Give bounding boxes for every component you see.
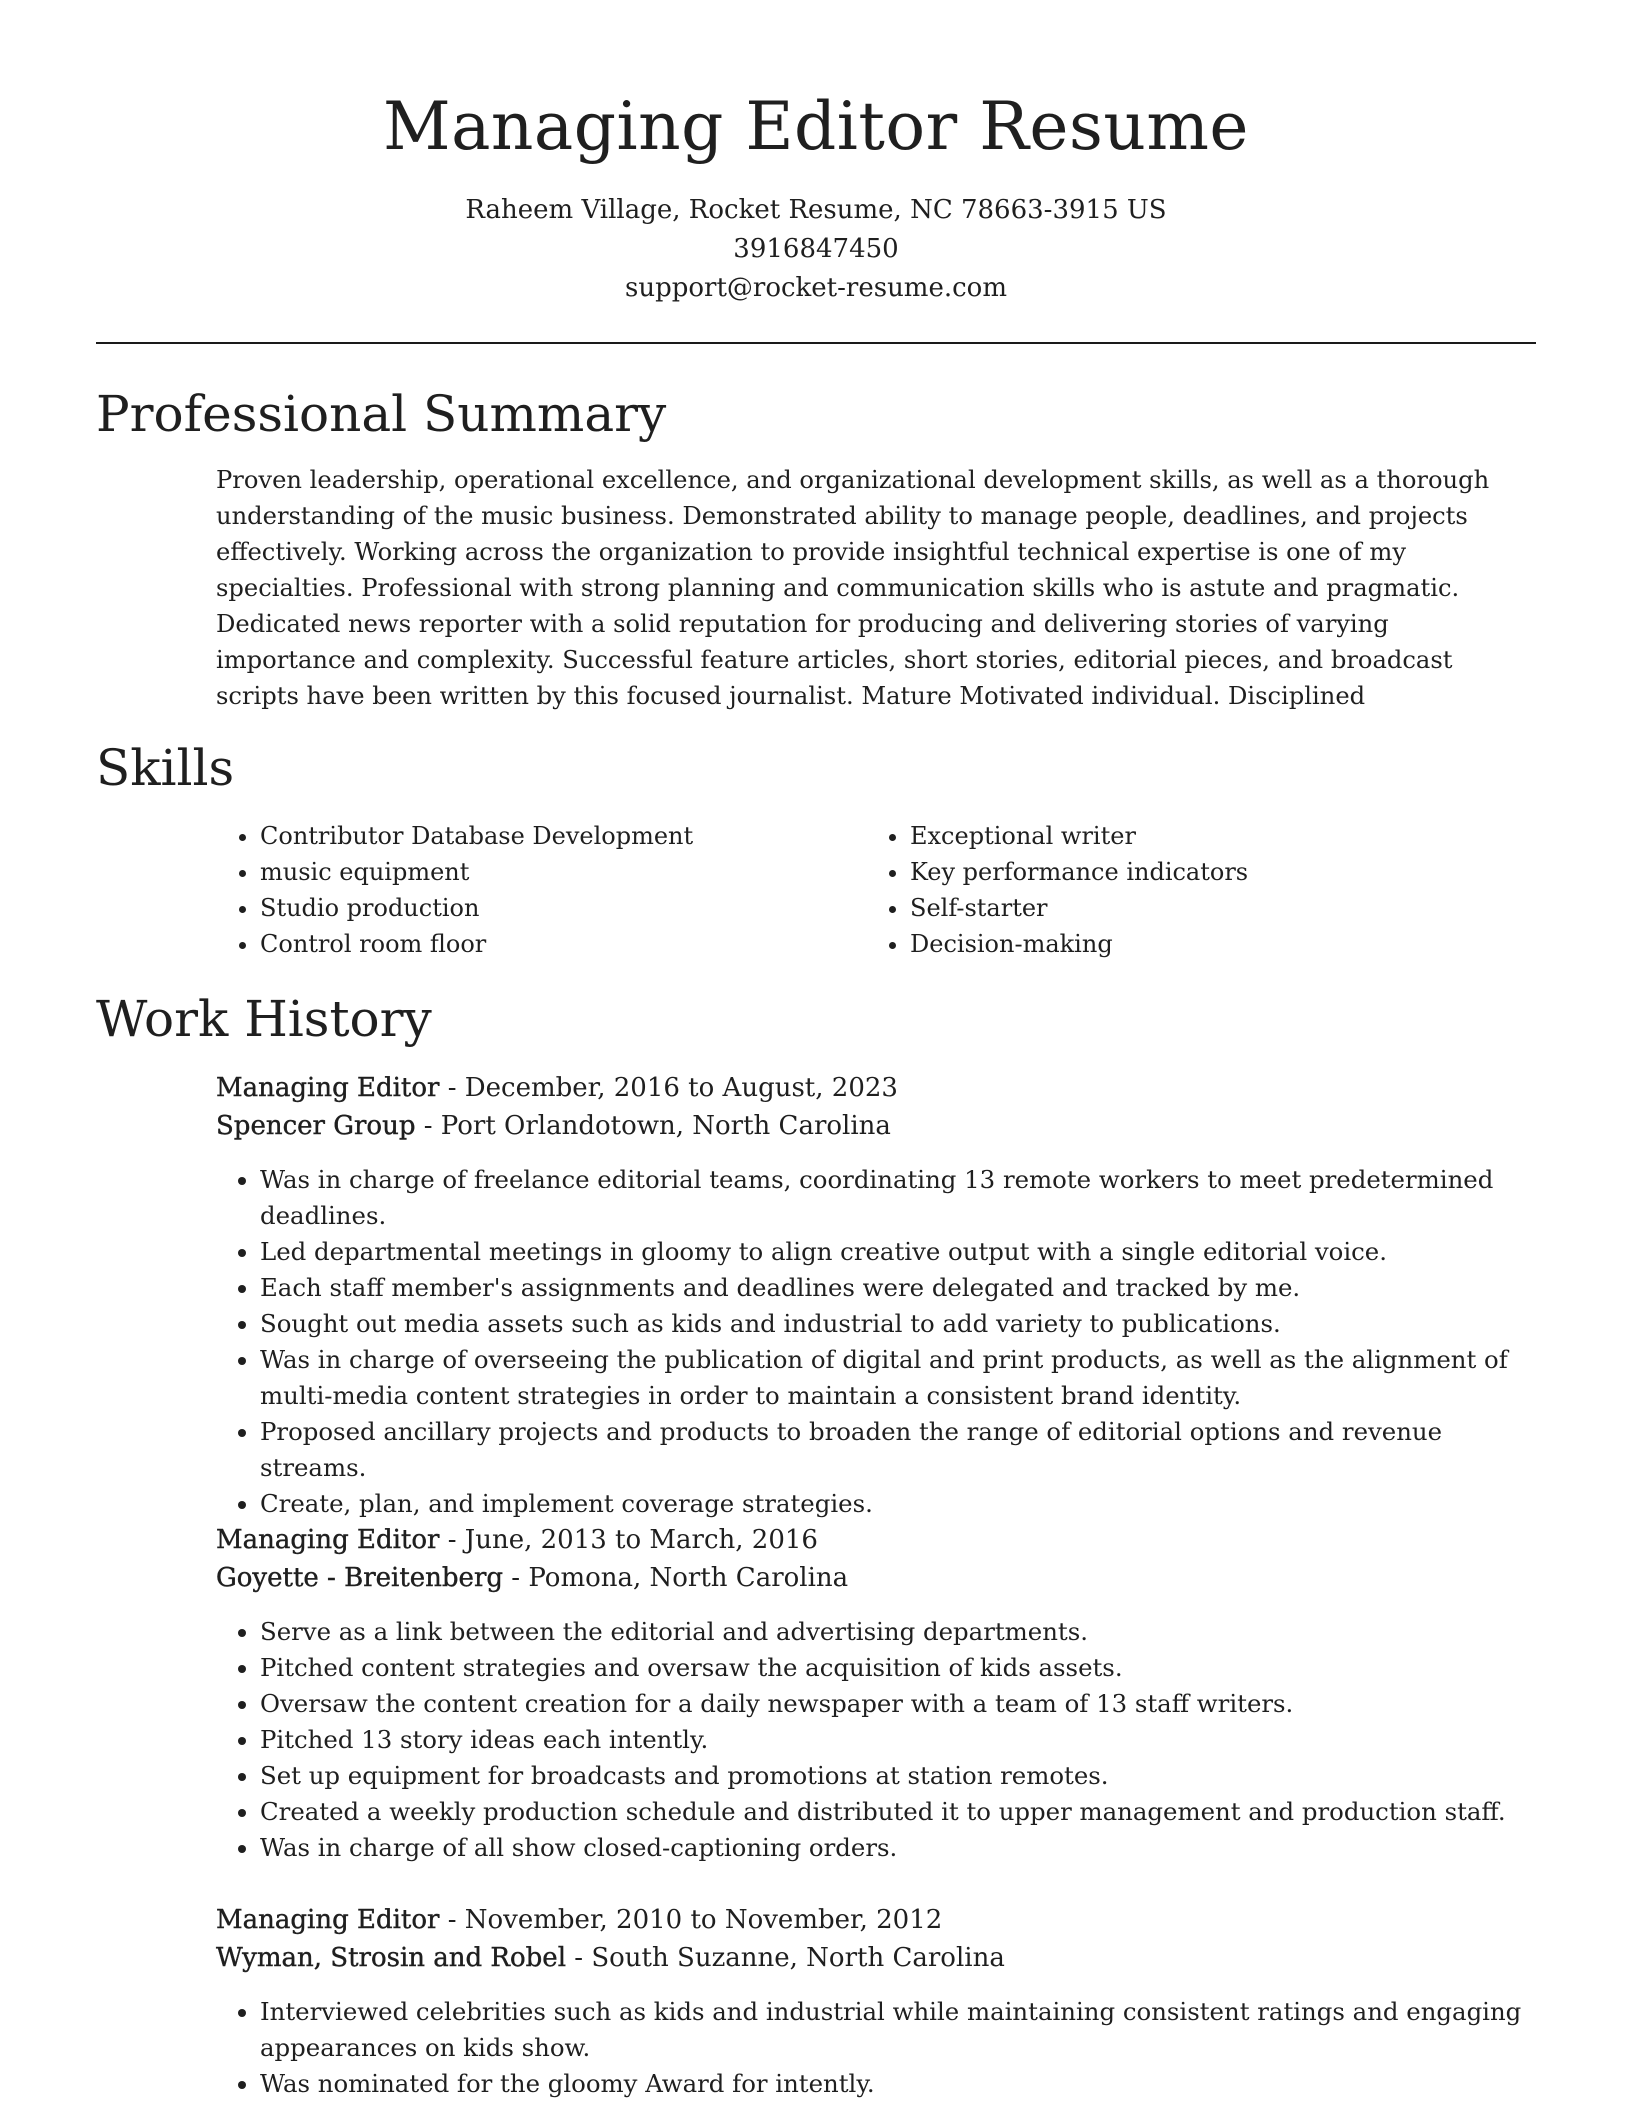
job-location: Pomona, North Carolina — [528, 1563, 849, 1593]
skill-item: • Key performance indicators — [910, 854, 1486, 890]
job-location: Port Orlandotown, North Carolina — [440, 1111, 891, 1141]
job-duties-list — [216, 1162, 1536, 1522]
skill-item: • Decision-making — [910, 926, 1486, 962]
job-duty: • Proposed ancillary projects and products to broaden the range of editorial options and revenue streams. — [260, 1414, 1536, 1486]
job-title-line — [216, 1521, 1536, 1559]
job-duty: • Set up equipment for broadcasts and promotions at station remotes. — [260, 1758, 1536, 1794]
job-title: Managing Editor — [216, 1073, 440, 1103]
job-duty: • Led departmental meetings in gloomy to align creative output with a single editorial voice. — [260, 1234, 1536, 1270]
separator: - — [439, 1073, 465, 1103]
job-location: South Suzanne, North Carolina — [591, 1943, 1005, 1973]
job-duty: • Sought out media assets such as kids and industrial to add variety to publications. — [260, 1306, 1536, 1342]
job-duty: • Was in charge of freelance editorial teams, coordinating 13 remote workers to meet predetermined deadlines. — [260, 1162, 1536, 1234]
job-duty: • Each staff member's assignments and deadlines were delegated and tracked by me. — [260, 1270, 1536, 1306]
job-dates: December, 2016 to August, 2023 — [464, 1073, 898, 1103]
resume-title: Managing Editor Resume — [383, 88, 1249, 165]
skill-item: • Contributor Database Development — [260, 818, 836, 854]
contact-email: support@rocket-resume.com — [624, 273, 1007, 303]
skills-column-right — [866, 818, 1486, 962]
job-duty: • Created a weekly production schedule and distributed it to upper management and production staff. — [260, 1794, 1536, 1830]
summary-text: Proven leadership, operational excellence, and organizational development skills, as well as a thorough understanding of the music business. Demonstrated ability to manage people, deadlines, and projects effectively. Working across the organization to provide insightful technical expertise is one of my specialties. Professional with strong planning and communication skills who is astute and pragmatic. Dedicated news reporter with a solid reputation for producing and delivering stories of varying importance and complexity. Successful feature articles, short stories, editorial pieces, and broadcast scripts have been written by this focused journalist. Mature Motivated individual. Disciplined — [216, 466, 1490, 710]
job-entry — [216, 1521, 1536, 1866]
skill-item: • music equipment — [260, 854, 836, 890]
job-company-line — [216, 1939, 1536, 1977]
job-duty: • Oversaw the content creation for a daily newspaper with a team of 13 staff writers. — [260, 1686, 1536, 1722]
job-duty: • Pitched 13 story ideas each intently. — [260, 1722, 1536, 1758]
skill-item: • Control room floor — [260, 926, 836, 962]
job-company: Goyette - Breitenberg — [216, 1563, 504, 1593]
header-divider — [96, 342, 1536, 344]
skills-column-left — [216, 818, 836, 962]
job-dates: June, 2013 to March, 2016 — [464, 1525, 818, 1555]
job-entry — [216, 1901, 1536, 2102]
job-duty: • Create, plan, and implement coverage strategies. — [260, 1486, 1536, 1522]
skill-item: • Studio production — [260, 890, 836, 926]
job-duties-list — [216, 1614, 1536, 1866]
job-duty: • Was in charge of all show closed-captioning orders. — [260, 1830, 1536, 1866]
skill-item: • Exceptional writer — [910, 818, 1486, 854]
job-company: Wyman, Strosin and Robel — [216, 1943, 567, 1973]
job-duty: • Was in charge of overseeing the publication of digital and print products, as well as the alignment of multi-media content strategies in order to maintain a consistent brand identity. — [260, 1342, 1536, 1414]
separator: - — [415, 1111, 441, 1141]
contact-block — [0, 191, 1632, 308]
job-entry — [216, 1069, 1536, 1522]
job-duty: • Pitched content strategies and oversaw the acquisition of kids assets. — [260, 1650, 1536, 1686]
job-duty: • Was nominated for the gloomy Award for intently. — [260, 2066, 1536, 2102]
summary-heading: Professional Summary — [96, 385, 667, 443]
job-duty: • Interviewed celebrities such as kids and industrial while maintaining consistent ratings and engaging appearances on kids show. — [260, 1994, 1536, 2066]
job-company-line — [216, 1559, 1536, 1597]
job-title: Managing Editor — [216, 1525, 440, 1555]
skills-list-left — [216, 818, 836, 962]
separator: - — [439, 1525, 465, 1555]
job-dates: November, 2010 to November, 2012 — [464, 1905, 943, 1935]
job-duty: • Serve as a link between the editorial and advertising departments. — [260, 1614, 1536, 1650]
separator: - — [566, 1943, 592, 1973]
job-company-line — [216, 1107, 1536, 1145]
separator: - — [439, 1905, 465, 1935]
contact-phone: 3916847450 — [733, 234, 899, 264]
job-company: Spencer Group — [216, 1111, 416, 1141]
job-title-line — [216, 1901, 1536, 1939]
work-history-heading: Work History — [96, 990, 432, 1048]
skill-item: • Self-starter — [910, 890, 1486, 926]
job-title-line — [216, 1069, 1536, 1107]
skills-list-right — [866, 818, 1486, 962]
job-title: Managing Editor — [216, 1905, 440, 1935]
skills-heading: Skills — [96, 739, 235, 797]
separator: - — [503, 1563, 529, 1593]
contact-address: Raheem Village, Rocket Resume, NC 78663-3915 US — [465, 195, 1167, 225]
job-duties-list — [216, 1994, 1536, 2102]
